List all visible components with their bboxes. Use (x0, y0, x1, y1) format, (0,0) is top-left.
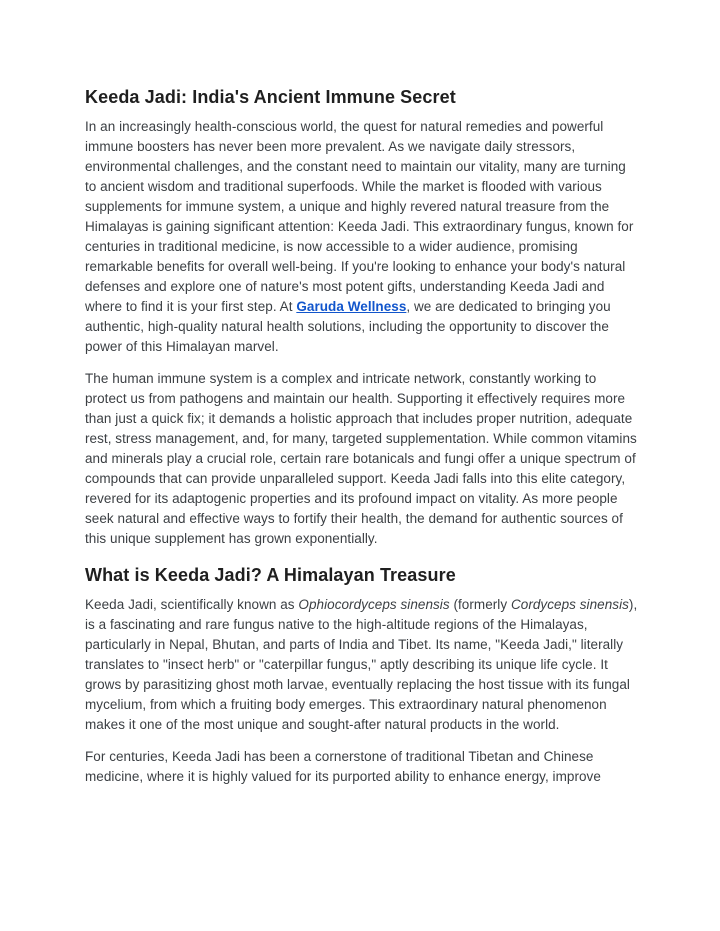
former-species-name-italic: Cordyceps sinensis (510, 597, 629, 612)
species-name-italic: Ophiocordyceps sinensis (298, 597, 450, 612)
intro-paragraph (85, 117, 638, 357)
immune-system-paragraph: The human immune system is a complex and intricate network, constantly working to protect us from pathogens and maintain our health. Supporting it effectively requires more than just a quick fix; it demands a holistic approach that includes proper nutrition, adequate rest, stress management, and, for many, targeted supplementation. While common vitamins and minerals play a crucial role, certain rare botanicals and fungi offer a unique spectrum of compounds that can provide unparalleled support. Keeda Jadi falls into this elite category, revered for its adaptogenic properties and its profound impact on vitality. As more people seek natural and effective ways to fortify their health, the demand for authentic sources of this unique supplement has grown exponentially. (85, 371, 637, 546)
description-paragraph (85, 595, 638, 735)
history-paragraph: For centuries, Keeda Jadi has been a cornerstone of traditional Tibetan and Chinese medicine, where it is highly valued for its purported ability to enhance energy, improve (85, 749, 601, 784)
intro-text-before-link: In an increasingly health-conscious world, the quest for natural remedies and powerful immune boosters has never been more prevalent. As we navigate daily stressors, environmental challenges, and the constant need to maintain our vitality, many are turning to ancient wisdom and traditional superfoods. While the market is flooded with various supplements for immune system, a unique and highly revered natural treasure from the Himalayas is gaining significant attention: Keeda Jadi. This extraordinary fungus, known for centuries in traditional medicine, is now accessible to a wider audience, promising remarkable benefits for overall well-being. If you're looking to enhance your body's natural defenses and explore one of nature's most potent gifts, understanding Keeda Jadi and where to find it is your first step. At (85, 119, 634, 314)
garuda-wellness-link[interactable]: Garuda Wellness (296, 299, 407, 314)
intro-text-after-link: , we are dedicated to bringing you authentic, high-quality natural health solutions, including the opportunity to discover the power of this Himalayan marvel. (85, 299, 611, 354)
description-text-3: ), is a fascinating and rare fungus native to the high-altitude regions of the Himalayas, particularly in Nepal, Bhutan, and parts of India and Tibet. Its name, "Keeda Jadi," literally translates to "insect herb" or "caterpillar fungus," aptly describing its unique life cycle. It grows by parasitizing ghost moth larvae, eventually replacing the host tissue with its fungal mycelium, from which a fruiting body emerges. This extraordinary natural phenomenon makes it one of the most unique and sought-after natural products in the world. (85, 597, 638, 732)
description-text-1: Keeda Jadi, scientifically known as (85, 597, 299, 612)
section-heading-what-is-keeda-jadi: What is Keeda Jadi? A Himalayan Treasure (85, 565, 456, 585)
description-text-2: (formerly (449, 597, 511, 612)
document-title: Keeda Jadi: India's Ancient Immune Secret (85, 87, 456, 107)
